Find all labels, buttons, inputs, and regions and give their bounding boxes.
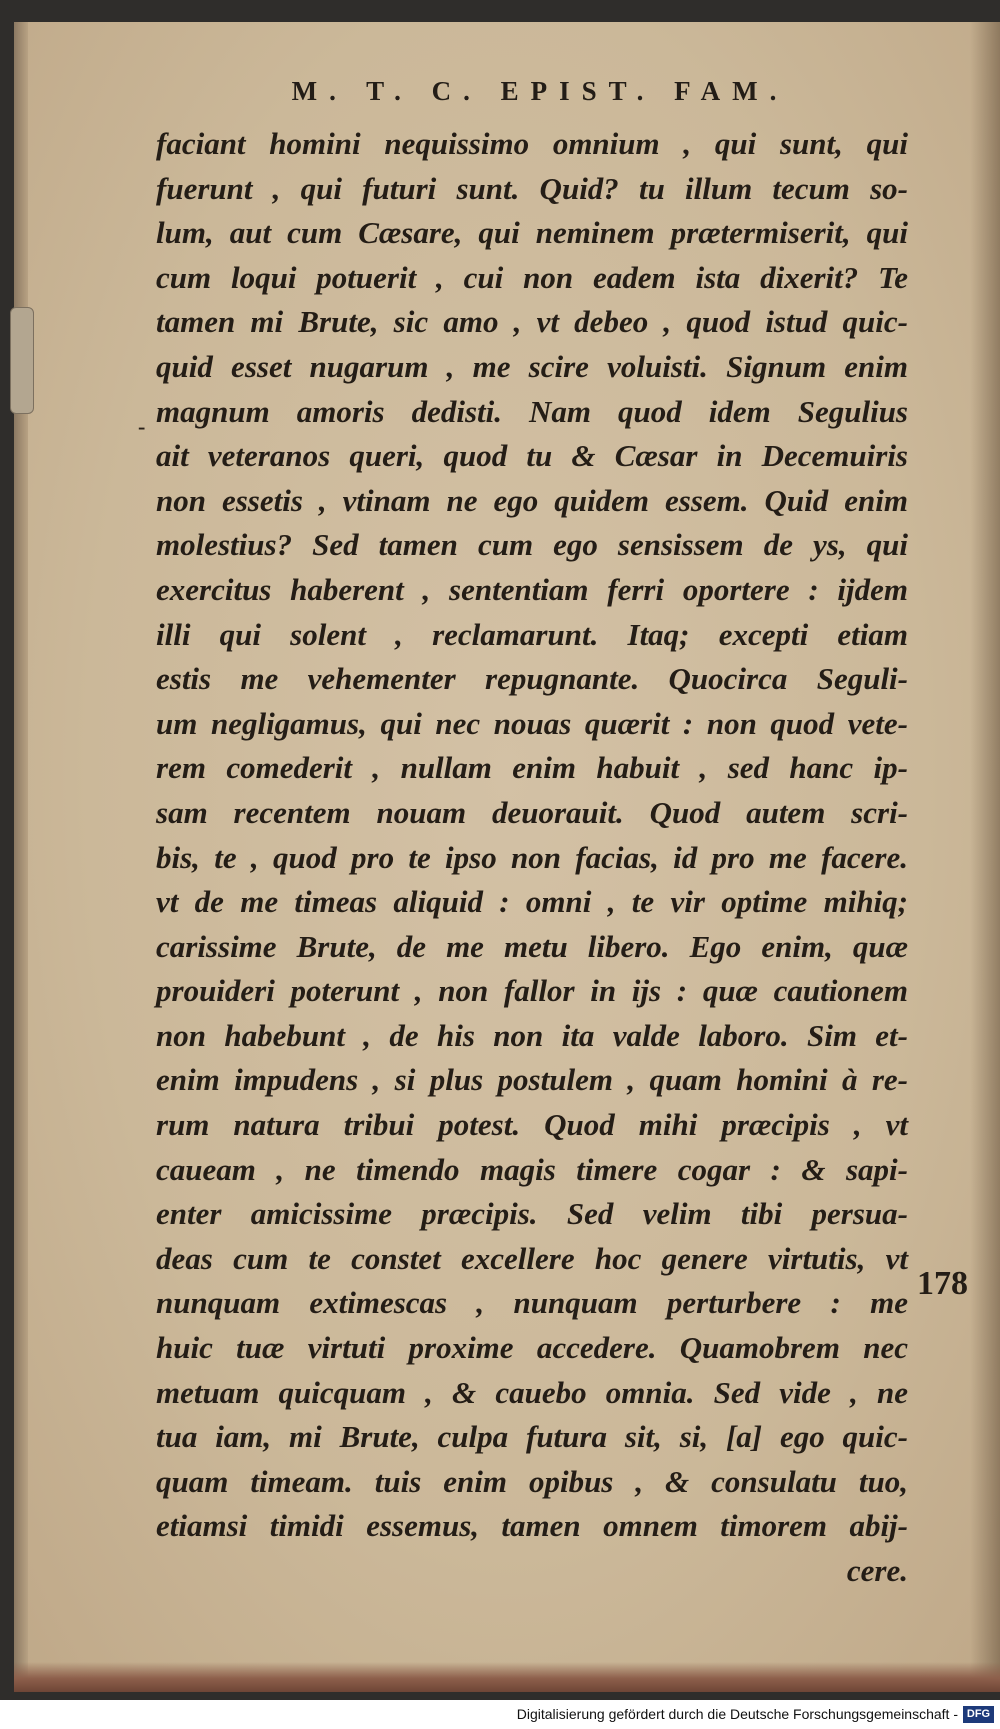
page-bottom-edge <box>14 1662 1000 1692</box>
text-line: non essetis , vtinam ne ego quidem essem. Quid enim <box>156 482 908 518</box>
text-line: exercitus haberent , sententiam ferri oportere : ijdem <box>156 571 908 607</box>
text-line: quam timeam. tuis enim opibus , & consulatu tuo, <box>156 1463 908 1499</box>
text-line: enim impudens , si plus postulem , quam homini à re- <box>156 1062 908 1098</box>
text-line: cum loqui potuerit , cui non eadem ista dixerit? Te <box>156 259 908 295</box>
text-line: ait veteranos queri, quod tu & Cæsar in Decemuiris <box>156 438 908 474</box>
text-line: quid esset nugarum , me scire voluisti. Signum enim <box>156 348 908 384</box>
text-line: non habebunt , de his non ita valde laboro. Sim et- <box>156 1017 908 1053</box>
text-line: vt de me timeas aliquid : omni , te vir optime mihiq; <box>156 884 908 920</box>
text-line: metuam quicquam , & cauebo omnia. Sed vide , ne <box>156 1374 908 1410</box>
margin-mark: - <box>138 414 146 439</box>
funding-credit: Digitalisierung gefördert durch die Deutsche Forschungsgemeinschaft - <box>516 1706 958 1722</box>
page-edge <box>14 22 28 1692</box>
text-line: prouideri poterunt , non fallor in ijs : quæ cautionem <box>156 973 908 1009</box>
text-line: illi qui solent , reclamarunt. Itaq; excepti etiam <box>156 616 908 652</box>
text-line: cere. <box>846 1553 908 1588</box>
text-line: nunquam extimescas , nunquam perturbere : me <box>156 1285 908 1321</box>
book-clip <box>10 307 34 414</box>
text-line: molestius? Sed tamen cum ego sensissem de ys, qui <box>156 527 908 563</box>
text-line: carissime Brute, de me metu libero. Ego enim, quæ <box>156 928 908 964</box>
gutter-shadow <box>970 22 1000 1692</box>
text-line: huic tuæ virtuti proxime accedere. Quamobrem nec <box>156 1330 908 1366</box>
text-line: caueam , ne timendo magis timere cogar : & sapi- <box>156 1151 908 1187</box>
text-line: lum, aut cum Cæsare, qui neminem prætermiserit, qui <box>156 215 908 251</box>
text-line: magnum amoris dedisti. Nam quod idem Segulius <box>156 393 908 429</box>
text-line: tua iam, mi Brute, culpa futura sit, si, [a] ego quic- <box>156 1419 908 1455</box>
dfg-logo: DFG <box>963 1706 994 1723</box>
text-line: enter amicissime præcipis. Sed velim tibi persua- <box>156 1196 908 1232</box>
text-line: faciant homini nequissimo omnium , qui sunt, qui <box>156 126 908 161</box>
text-line: tamen mi Brute, sic amo , vt debeo , quod istud quic- <box>156 304 908 340</box>
text-line: deas cum te constet excellere hoc genere virtutis, vt <box>156 1240 908 1276</box>
footer <box>0 1700 1000 1729</box>
text-line: etiamsi timidi essemus, tamen omnem timorem abij- <box>156 1508 908 1544</box>
body-text <box>156 122 908 1594</box>
text-line: fuerunt , qui futuri sunt. Quid? tu illum tecum so- <box>156 170 908 206</box>
page-number: 178 <box>917 1265 968 1302</box>
text-line: estis me vehementer repugnante. Quocirca Seguli- <box>156 661 908 697</box>
text-line: rem comederit , nullam enim habuit , sed hanc ip- <box>156 750 908 786</box>
running-head: M. T. C. EPIST. FAM. <box>291 76 789 106</box>
text-line: bis, te , quod pro te ipso non facias, id pro me facere. <box>156 839 908 875</box>
text-line: rum natura tribui potest. Quod mihi præcipis , vt <box>156 1107 908 1143</box>
text-line: sam recentem nouam deuorauit. Quod autem scri- <box>156 794 908 830</box>
text-line: um negligamus, qui nec nouas quærit : non quod vete- <box>156 705 908 741</box>
